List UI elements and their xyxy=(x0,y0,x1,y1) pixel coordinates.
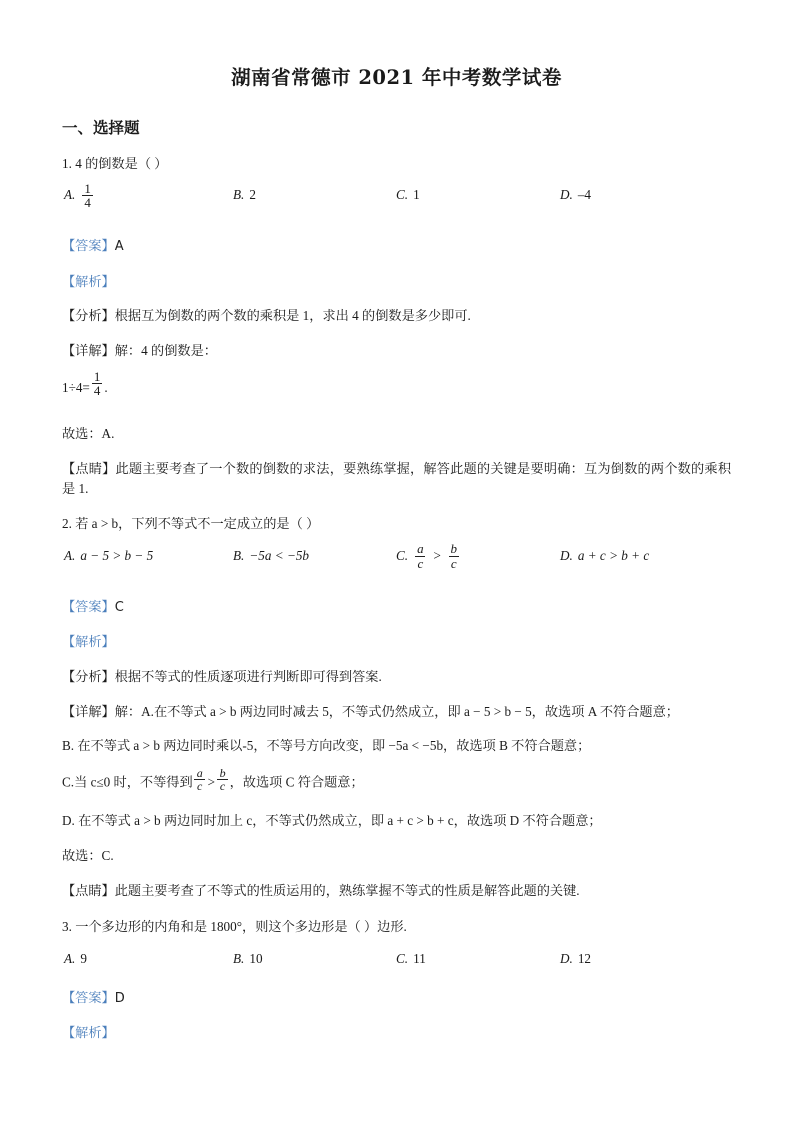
option-3-d-label: D. xyxy=(560,950,573,966)
question-2-fenxi-text: 根据不等式的性质逐项进行判断即可得到答案. xyxy=(114,668,382,684)
option-1-d-text: –4 xyxy=(577,187,592,203)
question-2-text: 若 a > b，下列不等式不一定成立的是（ ） xyxy=(75,516,320,532)
fraction-numerator: b xyxy=(219,766,226,781)
option-2-d-text: a + c > b + c xyxy=(577,547,650,563)
equation-lead: 1÷4= xyxy=(62,380,90,396)
option-3-c-label: C. xyxy=(396,950,409,966)
option-1-a[interactable] xyxy=(64,180,95,215)
question-1-options xyxy=(62,180,731,221)
analysis-label: 【解析】 xyxy=(62,1025,115,1041)
analysis-label: 【解析】 xyxy=(62,634,115,650)
question-3-text: 一个多边形的内角和是 1800°，则这个多边形是（ ）边形. xyxy=(75,918,407,934)
option-2-c[interactable] xyxy=(396,541,461,576)
question-2-dianjing xyxy=(62,881,731,901)
detail-c-fraction-right xyxy=(217,767,229,792)
fraction-numerator: 1 xyxy=(93,368,101,384)
option-1-a-label: A. xyxy=(64,187,76,203)
fraction-numerator: b xyxy=(450,541,457,557)
question-1-answer: A xyxy=(114,239,124,255)
option-2-a-text: a − 5 > b − 5 xyxy=(80,547,154,563)
option-3-b-text: 10 xyxy=(249,950,263,966)
fraction-numerator: a xyxy=(196,766,203,781)
detail-c-pre: C.当 c≤0 时，不等得到 xyxy=(62,774,193,790)
question-2-options xyxy=(62,541,731,582)
answer-label: 【答案】 xyxy=(62,238,115,254)
answer-label: 【答案】 xyxy=(62,989,115,1005)
question-2-answer-row xyxy=(62,597,731,618)
fraction-denominator: 4 xyxy=(84,195,91,211)
question-2-fenxi xyxy=(62,667,731,687)
question-1-fenxi-text: 根据互为倒数的两个数的乘积是 1，求出 4 的倒数是多少即可. xyxy=(114,308,471,324)
fenxi-label: 【分析】 xyxy=(62,668,115,684)
question-3-analysis-label-row xyxy=(62,1023,731,1043)
question-1-analysis-label-row xyxy=(62,272,731,292)
question-3-answer-row xyxy=(62,988,731,1009)
section-heading: 一、选择题 xyxy=(62,118,140,137)
option-3-a[interactable] xyxy=(64,951,87,967)
option-1-d[interactable] xyxy=(560,187,591,203)
question-1-xiangjie xyxy=(62,341,731,361)
dianjing-label: 【点睛】 xyxy=(62,460,116,476)
question-1-dianjing-text: 此题主要考查了一个数的倒数的求法，要熟练掌握，解答此题的关键是要明确：互为倒数的两个数的乘积是 1. xyxy=(62,460,732,496)
option-2-c-fraction-left xyxy=(415,542,426,570)
question-1-conclusion: 故选：A. xyxy=(62,426,115,442)
option-3-a-text: 9 xyxy=(80,950,87,966)
question-1-xiangjie-text: 解：4 的倒数是： xyxy=(114,343,217,359)
fraction-denominator: 4 xyxy=(93,383,101,399)
question-3-stem xyxy=(62,917,731,936)
detail-c-operator: > xyxy=(206,774,216,790)
question-1-fenxi xyxy=(62,306,731,326)
question-1-text: 4 的倒数是（ ） xyxy=(75,156,168,171)
question-2-answer: C xyxy=(114,599,124,615)
fraction-denominator: c xyxy=(217,779,228,792)
option-2-c-label: C. xyxy=(396,547,409,563)
question-3-options xyxy=(62,951,731,973)
option-1-a-fraction xyxy=(82,182,93,210)
option-3-b[interactable] xyxy=(233,951,263,967)
option-2-a-label: A. xyxy=(64,547,76,563)
option-2-a[interactable] xyxy=(64,548,153,564)
option-2-d-label: D. xyxy=(560,547,573,563)
detail-c-fraction-left xyxy=(194,767,206,792)
fraction-denominator: c xyxy=(417,555,424,571)
option-2-c-fraction-right xyxy=(449,542,460,570)
question-2-detail-line-d: D. 在不等式 a > b 两边同时加上 c，不等式仍然成立，即 a + c > b + c，故选项 D 不符合题意； xyxy=(62,813,602,829)
question-2-detail-line-b: B. 在不等式 a > b 两边同时乘以-5，不等号方向改变，即 −5a < −5b，故选项 B 不符合题意； xyxy=(62,738,591,754)
question-3-number: 3. xyxy=(62,918,72,934)
detail-c-post: ，故选项 C 符合题意； xyxy=(229,774,364,790)
question-2-analysis-label-row xyxy=(62,632,731,652)
fraction-denominator: c xyxy=(194,779,205,792)
question-1-equation xyxy=(62,368,731,411)
question-2-dianjing-text: 此题主要考查了不等式的性质运用的，熟练掌握不等式的性质是解答此题的关键. xyxy=(114,882,580,898)
option-1-c[interactable] xyxy=(396,187,420,203)
option-3-c-text: 11 xyxy=(413,950,426,966)
option-1-b-text: 2 xyxy=(249,187,256,203)
fenxi-label: 【分析】 xyxy=(62,308,115,324)
answer-label: 【答案】 xyxy=(62,598,115,614)
option-1-b[interactable] xyxy=(233,187,256,203)
option-2-b-label: B. xyxy=(233,547,245,563)
equation-fraction xyxy=(92,370,103,398)
question-1-dianjing xyxy=(62,459,731,499)
page-title: 湖南省常德市 2021 年中考数学试卷 xyxy=(231,66,562,89)
fraction-numerator: 1 xyxy=(84,180,91,196)
equation-tail: . xyxy=(104,380,108,396)
question-2-number: 2. xyxy=(62,516,72,532)
question-2-detail-line-c xyxy=(62,766,731,796)
option-1-c-label: C. xyxy=(396,187,409,203)
option-3-d-text: 12 xyxy=(577,950,592,966)
option-2-b[interactable] xyxy=(233,548,309,564)
question-1-answer-row xyxy=(62,236,731,257)
question-2-stem xyxy=(62,514,731,533)
fraction-denominator: c xyxy=(450,555,457,571)
question-1-stem xyxy=(62,154,731,173)
option-3-c[interactable] xyxy=(396,951,426,967)
option-3-b-label: B. xyxy=(233,950,245,966)
option-3-d[interactable] xyxy=(560,951,591,967)
option-3-a-label: A. xyxy=(64,950,76,966)
fraction-numerator: a xyxy=(417,541,424,557)
option-2-d[interactable] xyxy=(560,548,649,564)
analysis-label: 【解析】 xyxy=(62,273,115,289)
option-2-c-operator: > xyxy=(432,547,442,563)
question-3-answer: D xyxy=(114,990,125,1006)
option-1-c-text: 1 xyxy=(413,187,420,203)
question-1-number: 1. xyxy=(62,156,72,171)
question-2-detail-line-a: 【详解】解：A.在不等式 a > b 两边同时减去 5，不等式仍然成立，即 a − 5 > b − 5，故选项 A 不符合题意； xyxy=(62,703,679,719)
option-1-b-label: B. xyxy=(233,187,245,203)
option-1-d-label: D. xyxy=(560,187,573,203)
option-2-b-text: −5a < −5b xyxy=(249,547,310,563)
question-2-conclusion: 故选：C. xyxy=(62,848,114,864)
xiangjie-label: 【详解】 xyxy=(62,343,115,359)
dianjing-label: 【点睛】 xyxy=(62,882,115,898)
